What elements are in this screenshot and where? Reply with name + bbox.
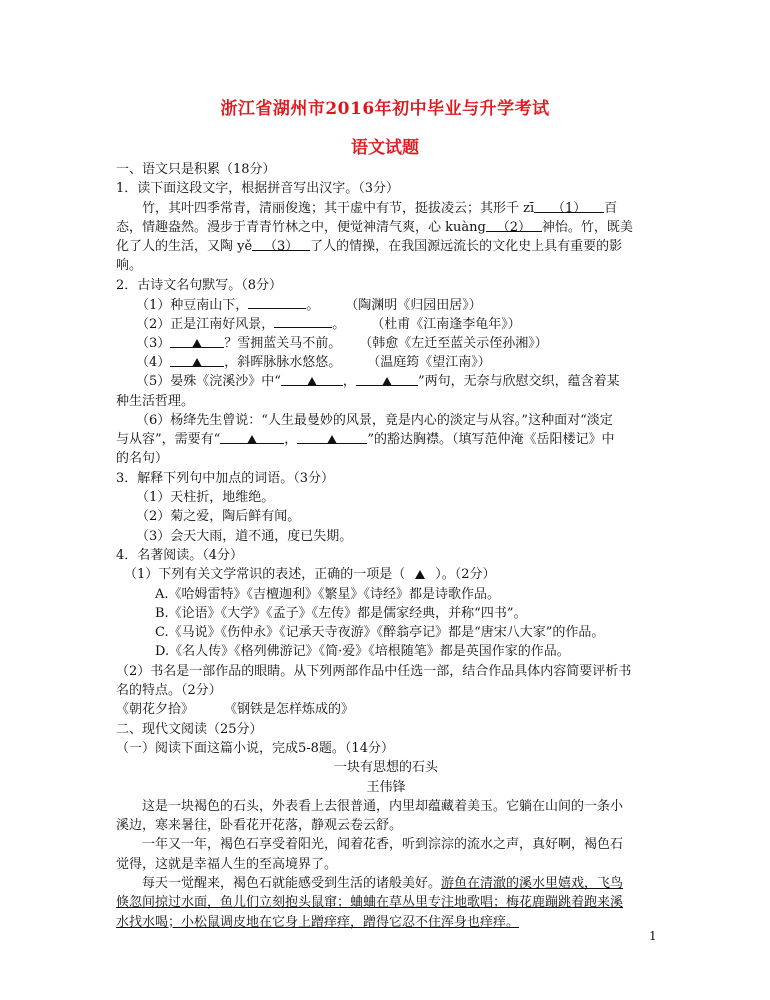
recite-item-cont: 的名句） bbox=[116, 451, 169, 467]
story-paragraph-cont: 溪边，寒来暑往，卧看花开花落，静观云卷云舒。 bbox=[116, 818, 403, 834]
answer-blank[interactable] bbox=[248, 295, 306, 309]
book-title: 《朝花夕拾》 bbox=[116, 702, 195, 718]
reading-instruction: （一）阅读下面这篇小说，完成5-8题。（14分） bbox=[116, 740, 394, 756]
passage-line: 竹，其叶四季常青，清丽俊逸；其干虚中有节，挺拔凌云；其形千 zī （1） 百 bbox=[142, 200, 618, 216]
explain-item: （1）天柱折，地维绝。 bbox=[136, 490, 275, 506]
answer-blank[interactable] bbox=[281, 372, 343, 386]
recite-item: （4） ，斜晖脉脉水悠悠。 （温庭筠《望江南》） bbox=[136, 354, 491, 370]
page-number: 1 bbox=[649, 929, 657, 943]
triangle-icon bbox=[327, 435, 337, 444]
triangle-icon bbox=[247, 435, 257, 444]
explain-item: （3）会天大雨，道不通，度已失期。 bbox=[136, 528, 353, 544]
passage-line: 化了人的生活，又陶 yě （3） 了人的情操，在我国源远流长的文化史上具有重要的影 bbox=[116, 239, 623, 255]
recite-item-cont: 种生活哲理。 bbox=[116, 393, 195, 409]
subquestion: （1）下列有关文学常识的表述，正确的一项是（ ）。（2分） bbox=[124, 567, 496, 583]
passage-line: 态，情趣盎然。漫步于青青竹林之中，便觉神清气爽，心 kuàng （2） 神怡。竹，既美 bbox=[116, 219, 633, 235]
option-d[interactable]: D.《名人传》《格列佛游记》《简·爱》《培根随笔》都是英国作家的作品。 bbox=[155, 644, 570, 660]
story-paragraph: 一年又一年，褐色石享受着阳光，闻着花香，听到淙淙的流水之声，真好啊，褐色石 bbox=[142, 837, 624, 853]
question-prompt: 2．古诗文名句默写。（8分） bbox=[116, 277, 283, 293]
question-prompt: 1．读下面这段文字，根据拼音写出汉字。（3分） bbox=[116, 181, 400, 197]
underlined-text: 游鱼在清澈的溪水里嬉戏，飞鸟 bbox=[441, 875, 624, 891]
story-paragraph-cont: 觉得，这就是幸福人生的至高境界了。 bbox=[116, 856, 338, 872]
recite-item: （3） ？雪拥蓝关马不前。 （韩愈《左迁至蓝关示侄孙湘》） bbox=[136, 335, 548, 351]
option-c[interactable]: C.《马说》《伤仲永》《记承天寺夜游》《醉翁亭记》都是“唐宋八大家”的作品。 bbox=[155, 625, 605, 641]
source: （韩愈《左迁至蓝关示侄孙湘》） bbox=[359, 335, 548, 351]
question-prompt: 4．名著阅读。（4分） bbox=[116, 547, 244, 563]
exam-title: 浙江省湖州市2016年初中毕业与升学考试 bbox=[220, 99, 550, 119]
recite-item: （6）杨绛先生曾说：“人生最曼妙的风景，竟是内心的淡定与从容。”这种面对“淡定 bbox=[136, 412, 613, 428]
triangle-icon bbox=[192, 358, 202, 367]
option-a[interactable]: A.《哈姆雷特》《吉檀迦利》《繁星》《诗经》都是诗歌作品。 bbox=[155, 586, 501, 602]
underlined-text: 倏忽间掠过水面，鱼儿们立刻抱头鼠窜；蛐蛐在草丛里专注地歌唱；梅花鹿蹦跳着跑来溪 bbox=[116, 895, 624, 911]
underlined-text: 水找水喝；小松鼠调皮地在它身上蹭痒痒，蹭得它忍不住浑身也痒痒。 bbox=[116, 914, 520, 930]
story-author: 王伟锋 bbox=[366, 779, 406, 795]
source: （杜甫《江南逢李龟年》） bbox=[371, 317, 521, 333]
recite-item: （2）正是江南好风景， 。 （杜甫《江南逢李龟年》） bbox=[116, 314, 656, 333]
story-title: 一块有思想的石头 bbox=[333, 760, 438, 776]
answer-blank[interactable]: （1） bbox=[534, 199, 604, 213]
source: （温庭筠《望江南》） bbox=[367, 354, 491, 370]
triangle-icon bbox=[415, 570, 425, 579]
book-title: 《钢铁是怎样炼成的》 bbox=[224, 702, 355, 718]
exam-subtitle: 语文试题 bbox=[351, 138, 419, 158]
book-choices bbox=[116, 700, 656, 719]
story-paragraph: 每天一觉醒来，褐色石就能感受到生活的诸般美好。游鱼在清澈的溪水里嬉戏，飞鸟 bbox=[142, 875, 624, 891]
source: （陶渊明《归园田居》） bbox=[345, 298, 482, 314]
triangle-icon bbox=[307, 377, 317, 386]
story-paragraph-cont bbox=[116, 913, 656, 932]
recite-item: （5）晏殊《浣溪沙》中“ ， ”两句，无奈与欣慰交织，蕴含着某 bbox=[136, 374, 620, 390]
triangle-icon bbox=[382, 377, 392, 386]
section-heading: 一、语文只是积累（18分） bbox=[116, 162, 276, 177]
answer-blank[interactable] bbox=[297, 430, 367, 444]
story-paragraph: 这是一块褐色的石头，外表看上去很普通，内里却蕴藏着美玉。它躺在山间的一条小 bbox=[142, 798, 624, 814]
triangle-icon bbox=[192, 339, 202, 348]
answer-blank[interactable]: （2） bbox=[486, 218, 542, 232]
answer-blank[interactable] bbox=[170, 353, 224, 367]
exam-body bbox=[116, 160, 656, 932]
recite-item-cont: 与从容”，需要有“ ， ”的豁达胸襟。（填写范仲淹《岳阳楼记》中 bbox=[116, 432, 615, 448]
passage-line: 响。 bbox=[116, 258, 143, 274]
answer-blank[interactable] bbox=[274, 314, 332, 328]
recite-item: （1）种豆南山下， 。 （陶渊明《归园田居》） bbox=[116, 295, 656, 314]
option-b[interactable]: B.《论语》《大学》《孟子》《左传》都是儒家经典，并称“四书”。 bbox=[155, 605, 527, 621]
subquestion-cont: 名的特点。（2分） bbox=[116, 683, 222, 699]
answer-blank[interactable] bbox=[356, 372, 418, 386]
answer-blank[interactable] bbox=[170, 334, 224, 348]
answer-blank[interactable] bbox=[220, 430, 284, 444]
question-prompt: 3．解释下列句中加点的词语。（3分） bbox=[116, 470, 335, 486]
section-heading: 二、现代文阅读（25分） bbox=[116, 721, 263, 737]
subquestion: （2）书名是一部作品的眼睛。从下列两部作品中任选一部，结合作品具体内容简要评析书 bbox=[116, 663, 632, 679]
answer-blank[interactable]: （3） bbox=[252, 237, 310, 251]
explain-item: （2）菊之爱，陶后鲜有闻。 bbox=[136, 509, 301, 525]
